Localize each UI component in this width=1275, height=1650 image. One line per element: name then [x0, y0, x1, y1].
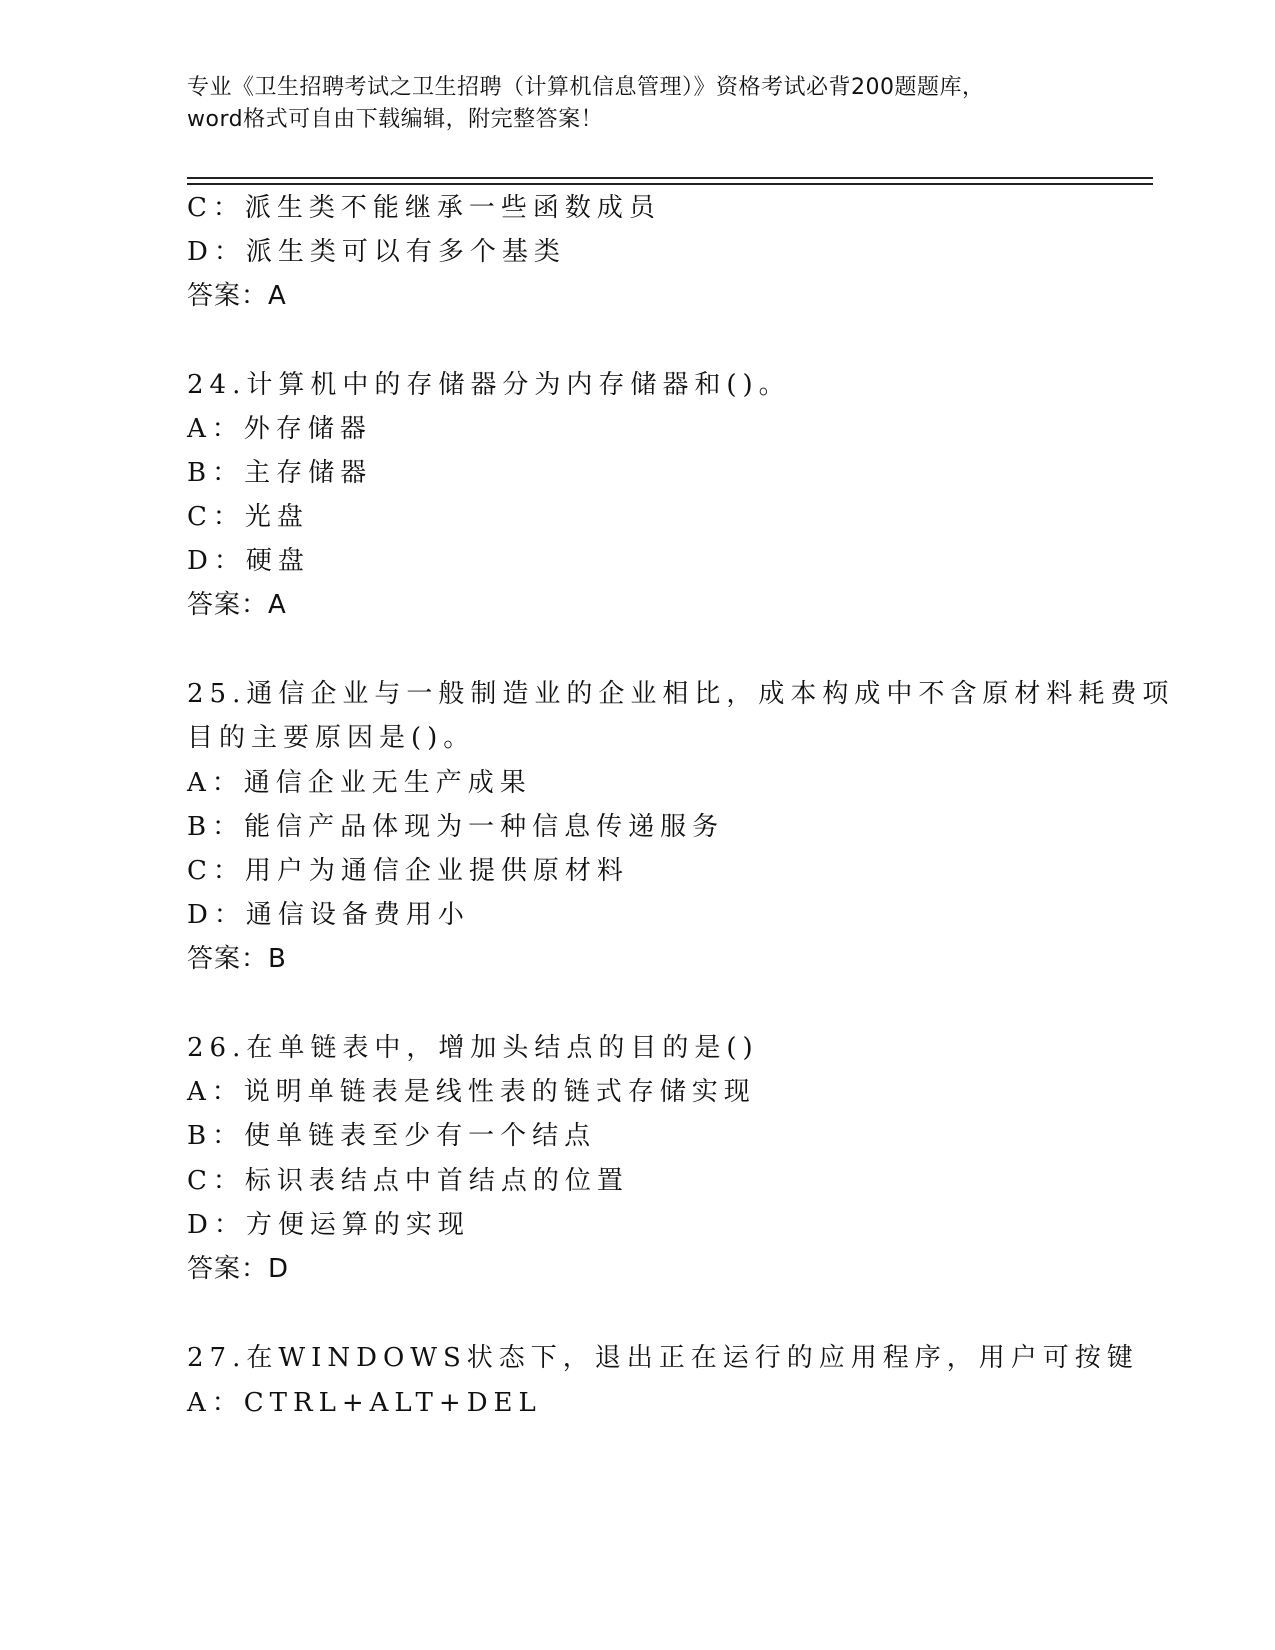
answer: 答案：B	[187, 944, 287, 974]
option-a: A：说明单链表是线性表的链式存储实现	[187, 1077, 756, 1107]
option-c: C：派生类不能继承一些函数成员	[187, 193, 661, 223]
option-c: C：光盘	[187, 502, 309, 532]
header-divider-top	[187, 177, 1153, 179]
option-d: D：硬盘	[187, 546, 310, 576]
question-26: 26.在单链表中，增加头结点的目的是()	[187, 1033, 759, 1063]
option-d: D：通信设备费用小	[187, 900, 470, 930]
answer: 答案：A	[187, 590, 287, 620]
option-d: D：方便运算的实现	[187, 1210, 470, 1240]
option-c: C：标识表结点中首结点的位置	[187, 1166, 629, 1196]
question-25: 25.通信企业与一般制造业的企业相比，成本构成中不含原材料耗费项	[187, 679, 1175, 709]
option-c: C：用户为通信企业提供原材料	[187, 856, 629, 886]
option-b: B：使单链表至少有一个结点	[187, 1121, 597, 1151]
answer: 答案：D	[187, 1254, 290, 1284]
option-b: B：能信产品体现为一种信息传递服务	[187, 812, 725, 842]
question-25-continued: 目的主要原因是()。	[187, 723, 476, 753]
question-27: 27.在WINDOWS状态下，退出正在运行的应用程序，用户可按键	[187, 1343, 1139, 1373]
header-title-line-1: 专业《卫生招聘考试之卫生招聘（计算机信息管理）》资格考试必背200题题库，	[187, 75, 985, 100]
option-d: D：派生类可以有多个基类	[187, 237, 566, 267]
document-header	[187, 72, 1087, 136]
option-a: A：CTRL+ALT+DEL	[187, 1388, 542, 1418]
header-divider-bottom	[187, 183, 1153, 185]
option-b: B：主存储器	[187, 458, 373, 488]
option-a: A：通信企业无生产成果	[187, 768, 532, 798]
answer: 答案：A	[187, 281, 287, 311]
header-title-line-2: word格式可自由下载编辑，附完整答案！	[187, 107, 604, 132]
option-a: A：外存储器	[187, 414, 372, 444]
question-24: 24.计算机中的存储器分为内存储器和()。	[187, 370, 791, 400]
